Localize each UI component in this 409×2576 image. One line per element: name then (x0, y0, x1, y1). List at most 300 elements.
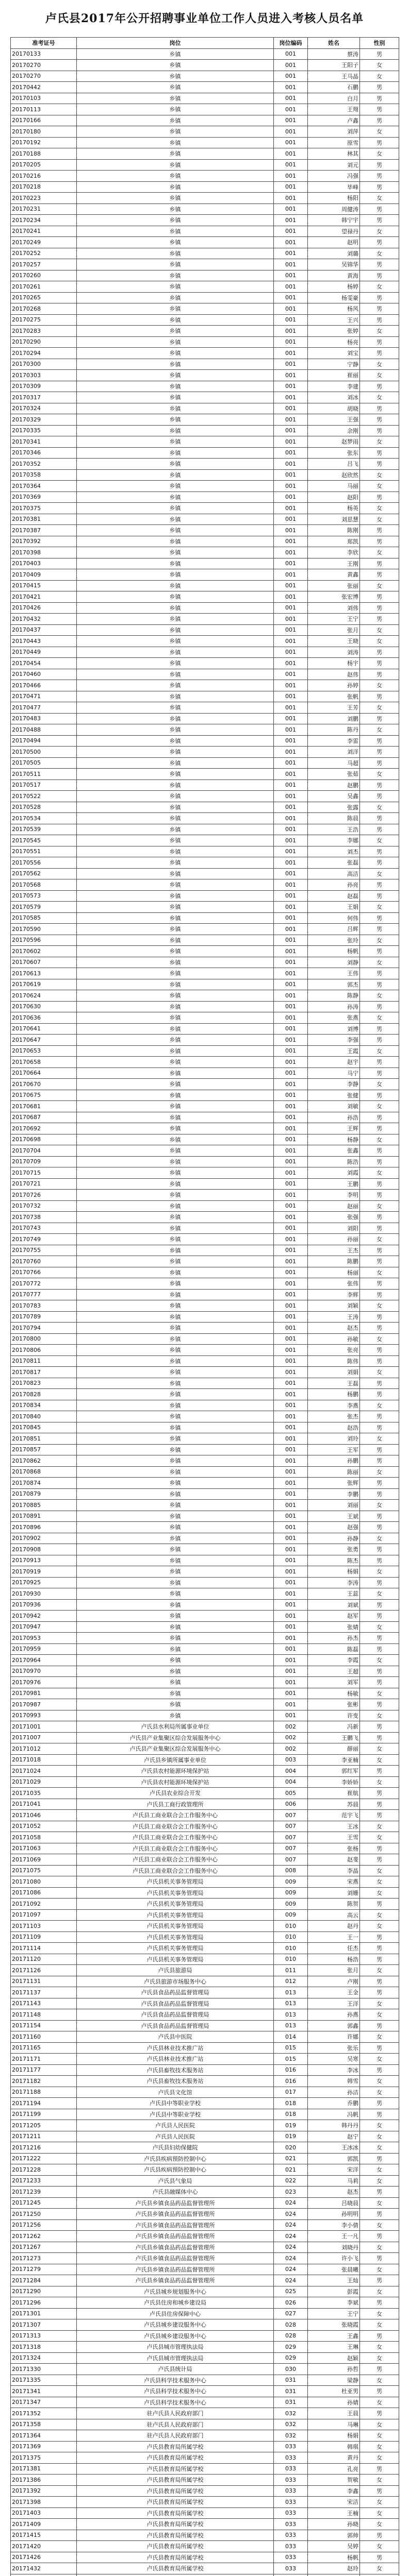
exam-number-cell: 20171296 (11, 2297, 77, 2309)
name-cell: 许小飞 (308, 2253, 360, 2264)
name-cell: 赵杰 (308, 2187, 360, 2198)
position-code-cell: 001 (274, 1167, 308, 1179)
exam-number-cell: 20170772 (11, 1278, 77, 1290)
position-cell: 乡镇 (77, 614, 274, 625)
exam-number-cell: 20171369 (11, 2441, 77, 2452)
position-code-cell: 001 (274, 60, 308, 71)
gender-cell: 女 (360, 1267, 399, 1278)
position-cell: 乡镇 (77, 514, 274, 525)
position-code-cell: 032 (274, 2419, 308, 2430)
exam-number-cell: 20171290 (11, 2286, 77, 2297)
table-row (11, 2475, 399, 2486)
exam-number-cell: 20170749 (11, 1234, 77, 1245)
gender-cell: 男 (360, 2231, 399, 2242)
exam-number-cell: 20171148 (11, 2009, 77, 2021)
name-cell: 刘霞 (308, 1167, 360, 1179)
gender-cell: 女 (360, 2286, 399, 2297)
position-code-cell: 024 (274, 2242, 308, 2253)
table-row (11, 747, 399, 758)
table-row (11, 270, 399, 281)
gender-cell: 男 (360, 591, 399, 603)
position-cell: 卢氏县中等职业学校 (77, 2109, 274, 2120)
table-row (11, 1776, 399, 1788)
table-row (11, 1766, 399, 1777)
gender-cell: 男 (360, 82, 399, 93)
position-cell: 乡镇 (77, 314, 274, 326)
position-cell: 卢氏县机关事务管理局 (77, 1943, 274, 1954)
position-code-cell: 024 (274, 2264, 308, 2275)
exam-number-cell: 20170817 (11, 1367, 77, 1378)
table-row (11, 1865, 399, 1876)
exam-number-cell: 20170721 (11, 1178, 77, 1190)
table-row (11, 181, 399, 193)
exam-number-cell (11, 2574, 77, 2576)
name-cell: 张丽 (308, 580, 360, 591)
name-cell: 刘阳 (308, 1223, 360, 1234)
position-cell: 乡镇 (77, 115, 274, 126)
position-code-cell: 001 (274, 724, 308, 736)
table-row (11, 326, 399, 337)
position-cell: 乡镇 (77, 902, 274, 913)
position-code-cell: 001 (274, 1555, 308, 1566)
position-code-cell: 001 (274, 1455, 308, 1467)
table-row (11, 1688, 399, 1699)
gender-cell: 女 (360, 226, 399, 237)
name-cell: 李娇娇 (308, 1776, 360, 1788)
table-row (11, 713, 399, 724)
gender-cell: 女 (360, 1466, 399, 1478)
exam-number-cell: 20170709 (11, 1156, 77, 1167)
gender-cell: 男 (360, 1289, 399, 1300)
gender-cell: 男 (360, 2064, 399, 2076)
exam-number-cell: 20170596 (11, 935, 77, 946)
table-row (11, 957, 399, 968)
position-cell: 乡镇 (77, 769, 274, 780)
position-cell: 乡镇 (77, 1566, 274, 1578)
table-row (11, 1444, 399, 1455)
exam-number-cell: 20171216 (11, 2142, 77, 2154)
exam-number-cell: 20170613 (11, 968, 77, 979)
table-row (11, 1311, 399, 1323)
table-row (11, 1710, 399, 1721)
exam-number-cell: 20170964 (11, 1655, 77, 1666)
table-row (11, 1699, 399, 1710)
name-cell: 刘涛 (308, 647, 360, 658)
position-code-cell: 001 (274, 1389, 308, 1400)
position-cell: 乡镇 (77, 1699, 274, 1710)
exam-number-cell: 20170300 (11, 359, 77, 370)
exam-number-cell: 20170732 (11, 1200, 77, 1212)
position-cell: 乡镇 (77, 204, 274, 215)
table-row (11, 1621, 399, 1633)
position-code-cell: 001 (274, 1444, 308, 1455)
table-row (11, 968, 399, 979)
position-code-cell: 001 (274, 636, 308, 647)
name-cell: 韩琪 (308, 2441, 360, 2452)
position-cell: 乡镇 (77, 447, 274, 459)
gender-cell: 女 (360, 2142, 399, 2154)
name-cell: 王军 (308, 1444, 360, 1455)
table-row (11, 890, 399, 902)
gender-cell: 男 (360, 846, 399, 857)
table-row (11, 846, 399, 857)
exam-number-cell: 20171075 (11, 1865, 77, 1876)
gender-cell: 女 (360, 2308, 399, 2319)
gender-cell: 女 (360, 359, 399, 370)
gender-cell: 男 (360, 492, 399, 503)
exam-number-cell: 20170500 (11, 747, 77, 758)
name-cell: 彭霞 (308, 2286, 360, 2297)
exam-number-cell: 20170488 (11, 724, 77, 736)
name-cell: 毕峰 (308, 181, 360, 193)
name-cell: 刘晓丹 (308, 2242, 360, 2253)
gender-cell: 女 (360, 2264, 399, 2275)
gender-cell: 男 (360, 1544, 399, 1555)
position-cell: 乡镇 (77, 303, 274, 315)
name-cell: 王雪 (308, 1832, 360, 1843)
position-cell: 卢氏县农村能源环境保护站 (77, 1776, 274, 1788)
name-cell: 张勇 (308, 1544, 360, 1555)
name-cell: 陈磊 (308, 1643, 360, 1655)
gender-cell: 男 (360, 979, 399, 990)
exam-number-cell: 20170834 (11, 1400, 77, 1411)
position-cell: 卢氏县城乡建设服务中心 (77, 2330, 274, 2342)
gender-cell: 女 (360, 481, 399, 492)
position-code-cell: 001 (274, 1245, 308, 1256)
name-cell: 刘思慧 (308, 514, 360, 525)
gender-cell: 男 (360, 558, 399, 569)
table-row (11, 381, 399, 392)
position-cell: 乡镇 (77, 425, 274, 436)
exam-number-cell: 20171199 (11, 2109, 77, 2120)
position-code-cell: 009 (274, 1899, 308, 1910)
exam-number-cell: 20170743 (11, 1223, 77, 1234)
gender-cell: 女 (360, 1400, 399, 1411)
position-code-cell: 007 (274, 1821, 308, 1832)
table-row (11, 514, 399, 525)
table-row (11, 1887, 399, 1899)
exam-number-cell: 20170551 (11, 846, 77, 857)
position-cell: 乡镇 (77, 93, 274, 104)
position-code-cell: 021 (274, 2153, 308, 2164)
position-code-cell: 008 (274, 1865, 308, 1876)
position-cell: 乡镇 (77, 757, 274, 769)
exam-number-cell: 20170341 (11, 436, 77, 448)
position-cell: 卢氏县乡镇食品药品监督管理所 (77, 2253, 274, 2264)
gender-cell: 女 (360, 503, 399, 514)
name-cell: 王宁 (308, 2308, 360, 2319)
name-cell: 孙鹏 (308, 1455, 360, 1467)
position-code-cell: 001 (274, 569, 308, 581)
exam-number-cell: 20170294 (11, 348, 77, 359)
gender-cell: 女 (360, 1998, 399, 2009)
table-row (11, 481, 399, 492)
exam-number-cell: 20170828 (11, 1389, 77, 1400)
gender-cell: 女 (360, 148, 399, 160)
name-cell: 赵杰 (308, 1323, 360, 1334)
table-row (11, 591, 399, 603)
gender-cell: 女 (360, 2197, 399, 2209)
gender-cell: 男 (360, 137, 399, 148)
position-cell: 乡镇 (77, 669, 274, 680)
exam-number-cell: 20170840 (11, 1411, 77, 1422)
position-code-cell: 001 (274, 1090, 308, 1101)
position-cell: 乡镇 (77, 126, 274, 138)
position-code-cell: 001 (274, 757, 308, 769)
table-row (11, 1079, 399, 1090)
exam-number-cell: 20170409 (11, 569, 77, 581)
position-code-cell: 001 (274, 591, 308, 603)
name-cell: 孙洁 (308, 2087, 360, 2098)
table-row (11, 126, 399, 138)
position-code-cell: 001 (274, 1145, 308, 1157)
table-row (11, 414, 399, 426)
name-cell: 王洋 (308, 1998, 360, 2009)
name-cell: 王兴 (308, 314, 360, 326)
gender-cell: 男 (360, 1555, 399, 1566)
table-row (11, 1012, 399, 1024)
table-row (11, 1145, 399, 1157)
name-cell: 宋燕 (308, 1876, 360, 1888)
exam-number-cell: 20171120 (11, 1954, 77, 1965)
position-cell: 乡镇 (77, 680, 274, 691)
gender-cell: 女 (360, 1655, 399, 1666)
name-cell: 孙燕 (308, 2009, 360, 2021)
position-code-cell: 001 (274, 1001, 308, 1012)
name-cell: 刘璐 (308, 248, 360, 259)
position-code-cell: 024 (274, 2219, 308, 2231)
name-cell: 张晓霞 (308, 2319, 360, 2331)
exam-number-cell: 20170811 (11, 1355, 77, 1367)
table-body (11, 48, 399, 2576)
exam-number-cell: 20171211 (11, 2131, 77, 2142)
position-code-cell: 001 (274, 1367, 308, 1378)
gender-cell: 女 (360, 1710, 399, 1721)
exam-number-cell: 20170364 (11, 481, 77, 492)
position-cell: 乡镇 (77, 1655, 274, 1666)
name-cell: 张强 (308, 1212, 360, 1223)
exam-number-cell: 20170885 (11, 1500, 77, 1511)
name-cell: 孙静 (308, 1533, 360, 1544)
name-cell: 李涛 (308, 1577, 360, 1588)
exam-number-cell: 20171228 (11, 2164, 77, 2176)
gender-cell: 女 (360, 769, 399, 780)
position-code-cell: 019 (274, 2131, 308, 2142)
table-row (11, 1367, 399, 1378)
position-code-cell: 001 (274, 514, 308, 525)
position-cell: 卢氏县中医院 (77, 2031, 274, 2043)
name-cell: 李亚楠 (308, 1754, 360, 1766)
position-cell: 乡镇 (77, 1345, 274, 1356)
exam-number-cell: 20171341 (11, 2386, 77, 2397)
table-row (11, 1057, 399, 1068)
position-cell: 乡镇 (77, 591, 274, 603)
position-cell: 卢氏县教育局所属学校 (77, 2563, 274, 2574)
exam-number-cell: 20170947 (11, 1621, 77, 1633)
position-code-cell: 033 (274, 2507, 308, 2519)
name-cell: 郭杰 (308, 979, 360, 990)
exam-number-cell: 20170270 (11, 71, 77, 82)
position-cell: 卢氏县教育局所属学校 (77, 2519, 274, 2530)
table-row (11, 1821, 399, 1832)
name-cell: 赵磊 (308, 890, 360, 902)
gender-cell: 女 (360, 1909, 399, 1921)
position-cell: 乡镇 (77, 1455, 274, 1467)
table-row (11, 82, 399, 93)
table-row (11, 979, 399, 990)
gender-cell: 男 (360, 536, 399, 547)
table-row (11, 2342, 399, 2353)
table-row (11, 1522, 399, 1533)
position-code-cell: 024 (274, 2209, 308, 2220)
table-row (11, 813, 399, 824)
position-cell: 乡镇 (77, 1621, 274, 1633)
position-code-cell: 001 (274, 270, 308, 281)
exam-number-cell: 20170579 (11, 902, 77, 913)
name-cell: 陈晨 (308, 813, 360, 824)
exam-number-cell: 20171024 (11, 1766, 77, 1777)
gender-cell: 男 (360, 1633, 399, 1644)
name-cell: 赵梦雨 (308, 436, 360, 448)
position-code-cell: 010 (274, 1943, 308, 1954)
gender-cell: 男 (360, 2253, 399, 2264)
exam-number-cell: 20170879 (11, 1488, 77, 1500)
position-code-cell: 006 (274, 1799, 308, 1810)
position-code-cell: 033 (274, 2497, 308, 2508)
position-cell: 乡镇 (77, 1677, 274, 1688)
position-cell: 乡镇 (77, 1057, 274, 1068)
exam-number-cell: 20171103 (11, 1921, 77, 1932)
position-cell: 卢氏县工商业联合会工作服务中心 (77, 1865, 274, 1876)
table-row (11, 879, 399, 891)
position-cell: 卢氏县旅游局 (77, 1965, 274, 1976)
name-cell: 张露 (308, 802, 360, 813)
position-code-cell: 029 (274, 2352, 308, 2364)
name-cell: 杨阳 (308, 193, 360, 204)
position-code-cell: 028 (274, 2330, 308, 2342)
position-cell: 乡镇 (77, 691, 274, 702)
exam-number-cell: 20170970 (11, 1666, 77, 1677)
table-row (11, 193, 399, 204)
position-code-cell: 001 (274, 835, 308, 846)
gender-cell: 女 (360, 1234, 399, 1245)
position-cell: 卢氏县城市管理执法局 (77, 2342, 274, 2353)
gender-cell: 女 (360, 2375, 399, 2386)
table-row (11, 2264, 399, 2275)
position-cell: 乡镇 (77, 1212, 274, 1223)
position-cell: 乡镇 (77, 1533, 274, 1544)
exam-number-cell: 20170862 (11, 1455, 77, 1467)
table-row (11, 1643, 399, 1655)
gender-cell: 男 (360, 647, 399, 658)
gender-cell: 男 (360, 1810, 399, 1821)
gender-cell: 男 (360, 569, 399, 581)
name-cell: 王鹏 (308, 1178, 360, 1190)
gender-cell: 女 (360, 1300, 399, 1312)
position-cell: 卢氏县教育局所属学校 (77, 2452, 274, 2464)
exam-number-cell: 20171273 (11, 2253, 77, 2264)
table-row (11, 2242, 399, 2253)
position-cell: 乡镇 (77, 1367, 274, 1378)
position-code-cell: 001 (274, 1234, 308, 1245)
exam-number-cell: 20170942 (11, 1611, 77, 1622)
name-cell: 王琳 (308, 2342, 360, 2353)
name-cell: 高洁 (308, 868, 360, 879)
name-cell: 马宁 (308, 1067, 360, 1079)
position-cell: 乡镇 (77, 237, 274, 248)
position-cell: 卢氏县城市管理执法局 (77, 2352, 274, 2364)
exam-number-cell: 20171347 (11, 2397, 77, 2408)
position-cell: 乡镇 (77, 968, 274, 979)
gender-cell: 女 (360, 2031, 399, 2043)
position-cell: 乡镇 (77, 624, 274, 636)
table-row (11, 2153, 399, 2164)
header-name: 姓名 (308, 38, 360, 49)
exam-number-cell: 20170261 (11, 281, 77, 293)
exam-number-cell: 20170257 (11, 259, 77, 270)
gender-cell: 女 (360, 248, 399, 259)
table-row (11, 2042, 399, 2054)
position-cell: 卢氏县气象局 (77, 2175, 274, 2187)
position-code-cell: 001 (274, 1666, 308, 1677)
position-cell: 乡镇 (77, 802, 274, 813)
position-code-cell: 001 (274, 1178, 308, 1190)
position-code-cell: 013 (274, 1987, 308, 1998)
gender-cell: 男 (360, 1023, 399, 1035)
table-row (11, 1943, 399, 1954)
position-code-cell: 001 (274, 1311, 308, 1323)
exam-number-cell: 20170387 (11, 525, 77, 536)
position-cell: 乡镇 (77, 912, 274, 924)
position-code-cell: 017 (274, 2087, 308, 2098)
name-cell: 李燕 (308, 1400, 360, 1411)
table-row (11, 248, 399, 259)
position-code-cell: 024 (274, 2253, 308, 2264)
gender-cell: 男 (360, 946, 399, 957)
position-code-cell: 024 (274, 2197, 308, 2209)
table-row (11, 2541, 399, 2552)
gender-cell: 男 (360, 2408, 399, 2419)
position-cell: 乡镇 (77, 868, 274, 879)
position-cell: 乡镇 (77, 270, 274, 281)
table-row (11, 935, 399, 946)
position-cell: 卢氏县住房和城乡建设局 (77, 2297, 274, 2309)
name-cell: 孙婷 (308, 680, 360, 691)
exam-number-cell: 20170369 (11, 492, 77, 503)
exam-number-cell: 20171335 (11, 2375, 77, 2386)
gender-cell: 男 (360, 2098, 399, 2109)
name-cell: 刘静 (308, 957, 360, 968)
gender-cell: 女 (360, 1045, 399, 1057)
position-cell: 乡镇 (77, 436, 274, 448)
gender-cell: 男 (360, 459, 399, 470)
exam-number-cell: 20170223 (11, 193, 77, 204)
name-cell: 张帆 (308, 691, 360, 702)
table-row (11, 1931, 399, 1943)
exam-number-cell: 20171324 (11, 2352, 77, 2364)
name-cell: 冯帆 (308, 2109, 360, 2120)
gender-cell: 女 (360, 1965, 399, 1976)
table-row (11, 1455, 399, 1467)
exam-number-cell: 20170925 (11, 1577, 77, 1588)
gender-cell: 男 (360, 2364, 399, 2375)
gender-cell: 女 (360, 2497, 399, 2508)
position-code-cell: 007 (274, 1832, 308, 1843)
table-row (11, 1533, 399, 1544)
position-cell: 卢氏县食品药品监督管理局 (77, 2020, 274, 2031)
gender-cell: 女 (360, 60, 399, 71)
position-code-cell: 001 (274, 326, 308, 337)
